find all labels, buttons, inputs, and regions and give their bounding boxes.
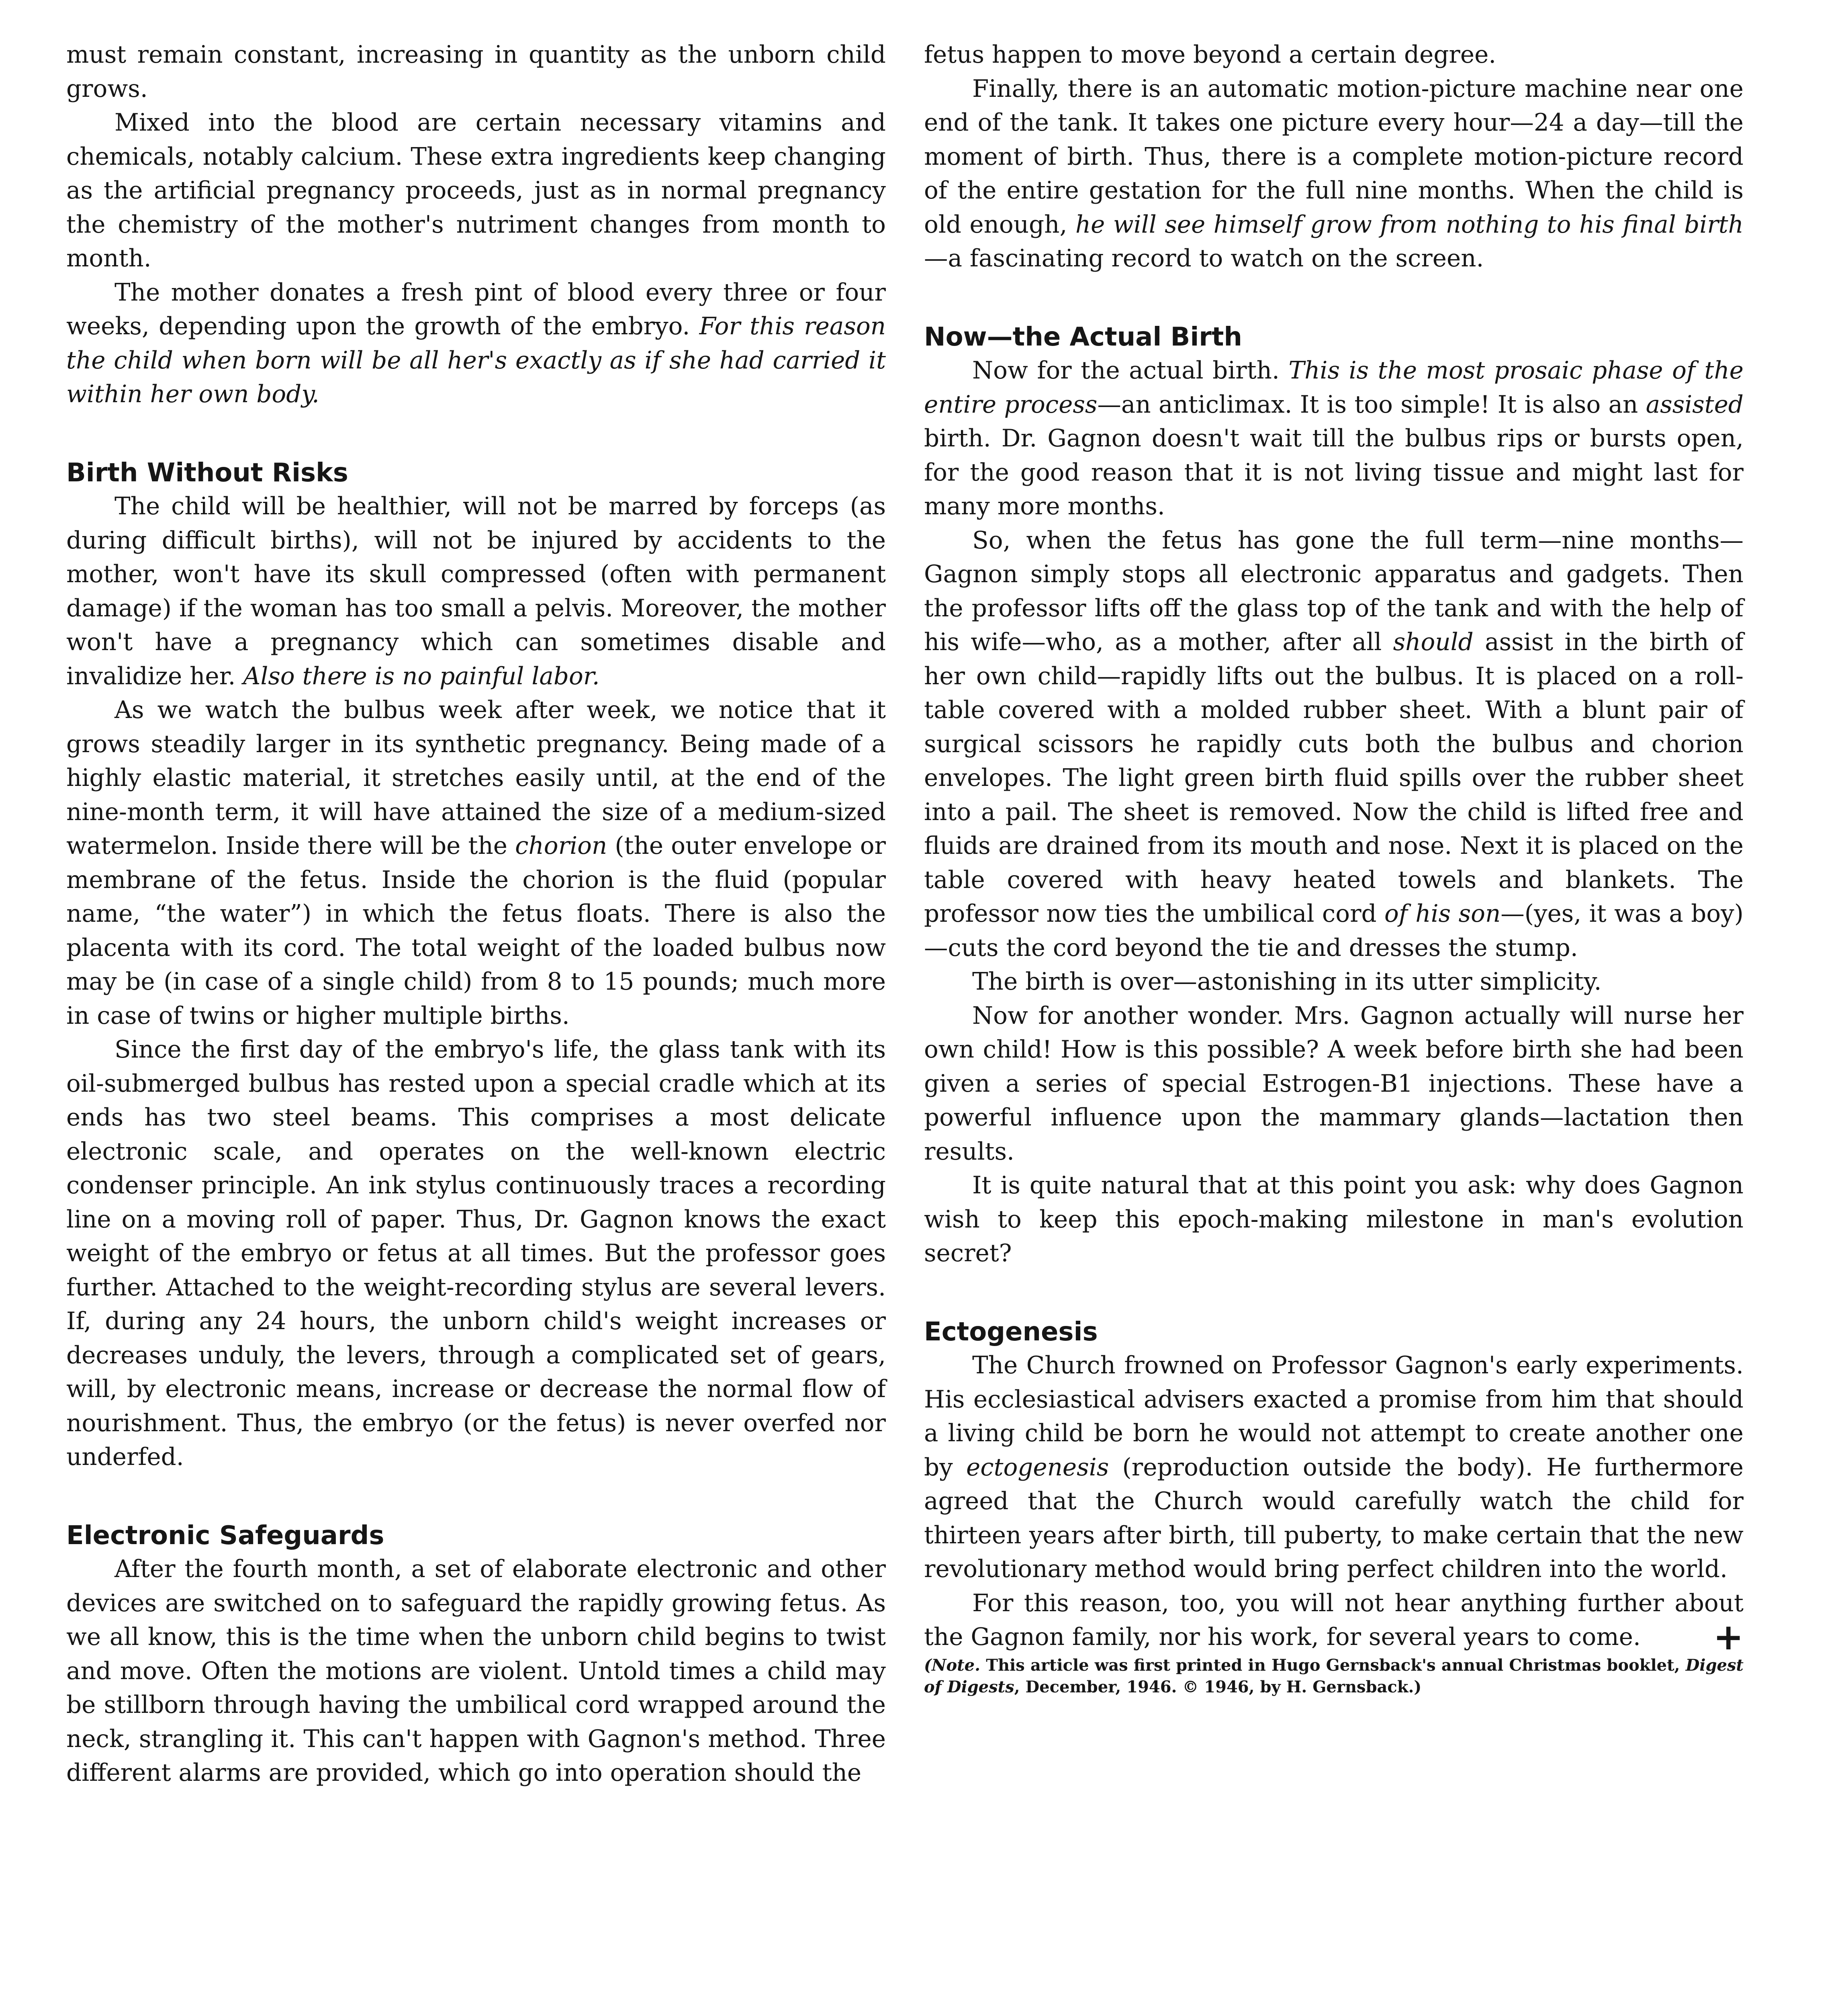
- note-text: , December, 1946. © 1946, by H. Gernsback.): [1014, 1677, 1422, 1696]
- paragraph: Since the first day of the embryo's life, the glass tank with its oil-submerged bulbus has rested upon a special cradle which at its ends has two steel beams. This comprises a most delicate electronic scale, and operates on the well-known electric condenser principle. An ink stylus continuously traces a recording line on a moving roll of paper. Thus, Dr. Gagnon knows the exact weight of the embryo or fetus at all times. But the professor goes further. Attached to the weight-recording stylus are several levers. If, during any 24 hours, the unborn child's weight increases or decreases unduly, the levers, through a complicated set of gears, will, by electronic means, increase or decrease the normal flow of nourishment. Thus, the embryo (or the fetus) is never overfed nor underfed.: [66, 1036, 886, 1471]
- paragraph-text: —a fascinating record to watch on the screen.: [924, 245, 1484, 272]
- paragraph-text: For this reason, too, you will not hear anything further about the Gagnon family, nor his work, for several years to come.: [924, 1589, 1744, 1651]
- article-note: [924, 1655, 1744, 1698]
- paragraph-text: Finally, there is an automatic motion-picture machine near one end of the tank. It takes one picture every hour—24 a day—till the moment of birth. Thus, there is a complete motion-picture record of the entire gestation for the full nine months. When the child is old enough,: [924, 75, 1744, 239]
- paragraph: After the fourth month, a set of elaborate electronic and other devices are switched on to safeguard the rapidly growing fetus. As we all know, this is the time when the unborn child begins to twist and move. Often the motions are violent. Untold times a child may be stillborn through having the umbilical cord wrapped around the neck, strangling it. This can't happen with Gagnon's method. Three different alarms are provided, which go into operation should the: [66, 1555, 886, 1787]
- paragraph-text: —(yes, it was a boy)—cuts the cord beyond the tie and dresses the stump.: [924, 900, 1744, 962]
- paragraph-text: (the outer envelope or membrane of the fetus. Inside the chorion is the fluid (popular name, “the water”) in which the fetus floats. There is also the placenta with its cord. The total weight of the loaded bulbus now may be (in case of a single child) from 8 to 15 pounds; much more in case of twins or higher multiple births.: [66, 832, 886, 1030]
- paragraph: must remain constant, increasing in quantity as the unborn child grows.: [66, 41, 886, 103]
- end-mark-icon: +: [1713, 1616, 1744, 1658]
- paragraph-text: As we watch the bulbus week after week, we notice that it grows steadily larger in its synthetic pregnancy. Being made of a highly elastic material, it stretches easily until, at the end of the nine-month term, it will have attained the size of a medium-sized watermelon. Inside there will be the: [66, 696, 886, 860]
- paragraph: Now for another wonder. Mrs. Gagnon actually will nurse her own child! How is this possible? A week before birth she had been given a series of special Estrogen-B1 injections. These have a powerful influence upon the mammary glands—lactation then results.: [924, 1002, 1744, 1166]
- paragraph: [66, 490, 886, 694]
- emphasis-text: assisted: [1646, 391, 1744, 419]
- article-column-left: [66, 38, 886, 1790]
- paragraph: [924, 524, 1744, 966]
- paragraph: The birth is over—astonishing in its utter simplicity.: [972, 968, 1602, 996]
- note-booklet-title: Digest of Digests: [924, 1655, 1744, 1696]
- paragraph-text: —an anticlimax. It is too simple! It is also an: [1097, 391, 1646, 419]
- paragraph: It is quite natural that at this point you ask: why does Gagnon wish to keep this epoch-making milestone in man's evolution secret?: [924, 1172, 1744, 1267]
- paragraph: [924, 72, 1744, 276]
- emphasis-text: This is the most prosaic phase of the entire process: [924, 357, 1744, 419]
- paragraph: [924, 1587, 1744, 1658]
- paragraph: [66, 276, 886, 412]
- article-column-right: [924, 38, 1744, 1698]
- paragraph: [924, 354, 1744, 524]
- paragraph-text: (reproduction outside the body). He furthermore agreed that the Church would carefully watch the child for thirteen years after birth, till puberty, to make certain that the new revolutionary method would bring perfect children into the world.: [924, 1453, 1744, 1583]
- paragraph-text: The child will be healthier, will not be marred by forceps (as during difficult births), will not be injured by accidents to the mother, won't have its skull compressed (often with permanent damage) if the woman has too small a pelvis. Moreover, the mother won't have a pregnancy which can sometimes disable and invalidize her.: [66, 493, 886, 690]
- section-heading: Ectogenesis: [924, 1317, 1098, 1347]
- emphasis-text: Also there is no painful labor.: [243, 662, 600, 690]
- paragraph-text: The mother donates a fresh pint of blood every three or four weeks, depending upon the growth of the embryo.: [66, 278, 886, 340]
- section-heading: Electronic Safeguards: [66, 1520, 384, 1551]
- paragraph-text: The Church frowned on Professor Gagnon's early experiments. His ecclesiastical advisers exacted a promise from him that should a living child be born he would not attempt to create another one by: [924, 1352, 1744, 1481]
- note-text: This article was first printed in Hugo Gernsback's annual Christmas booklet,: [986, 1655, 1686, 1675]
- paragraph-text: So, when the fetus has gone the full term—nine months—Gagnon simply stops all electronic apparatus and gadgets. Then the professor lifts off the glass top of the tank and with the help of his wife—who, as a mother, after all: [924, 526, 1744, 656]
- section-heading: Birth Without Risks: [66, 458, 348, 488]
- emphasis-text: he will see himself grow from nothing to his final birth: [1075, 211, 1744, 239]
- paragraph: fetus happen to move beyond a certain degree.: [924, 41, 1496, 69]
- paragraph: [924, 1349, 1744, 1587]
- emphasis-text: For this reason the child when born will be all her's exactly as if she had carried it within her own body.: [66, 313, 886, 408]
- emphasis-text: of his son: [1384, 900, 1501, 928]
- emphasis-text: chorion: [515, 832, 607, 860]
- note-label: (Note.: [924, 1655, 986, 1675]
- paragraph-text: assist in the birth of her own child—rapidly lifts out the bulbus. It is placed on a roll-table covered with a molded rubber sheet. With a blunt pair of surgical scissors he rapidly cuts both the bulbus and chorion envelopes. The light green birth fluid spills over the rubber sheet into a pail. The sheet is removed. Now the child is lifted free and fluids are drained from its mouth and nose. Next it is placed on the table covered with heavy heated towels and blankets. The professor now ties the umbilical cord: [924, 628, 1744, 928]
- paragraph-text: Now for the actual birth.: [972, 357, 1289, 385]
- section-heading: Now—the Actual Birth: [924, 322, 1242, 352]
- paragraph: Mixed into the blood are certain necessary vitamins and chemicals, notably calcium. These extra ingredients keep changing as the artificial pregnancy proceeds, just as in normal pregnancy the chemistry of the mother's nutriment changes from month to month.: [66, 109, 886, 272]
- paragraph: [66, 694, 886, 1033]
- emphasis-text: ectogenesis: [966, 1453, 1109, 1481]
- paragraph-text: birth. Dr. Gagnon doesn't wait till the bulbus rips or bursts open, for the good reason that it is not living tissue and might last for many more months.: [924, 425, 1744, 520]
- emphasis-text: should: [1393, 628, 1474, 656]
